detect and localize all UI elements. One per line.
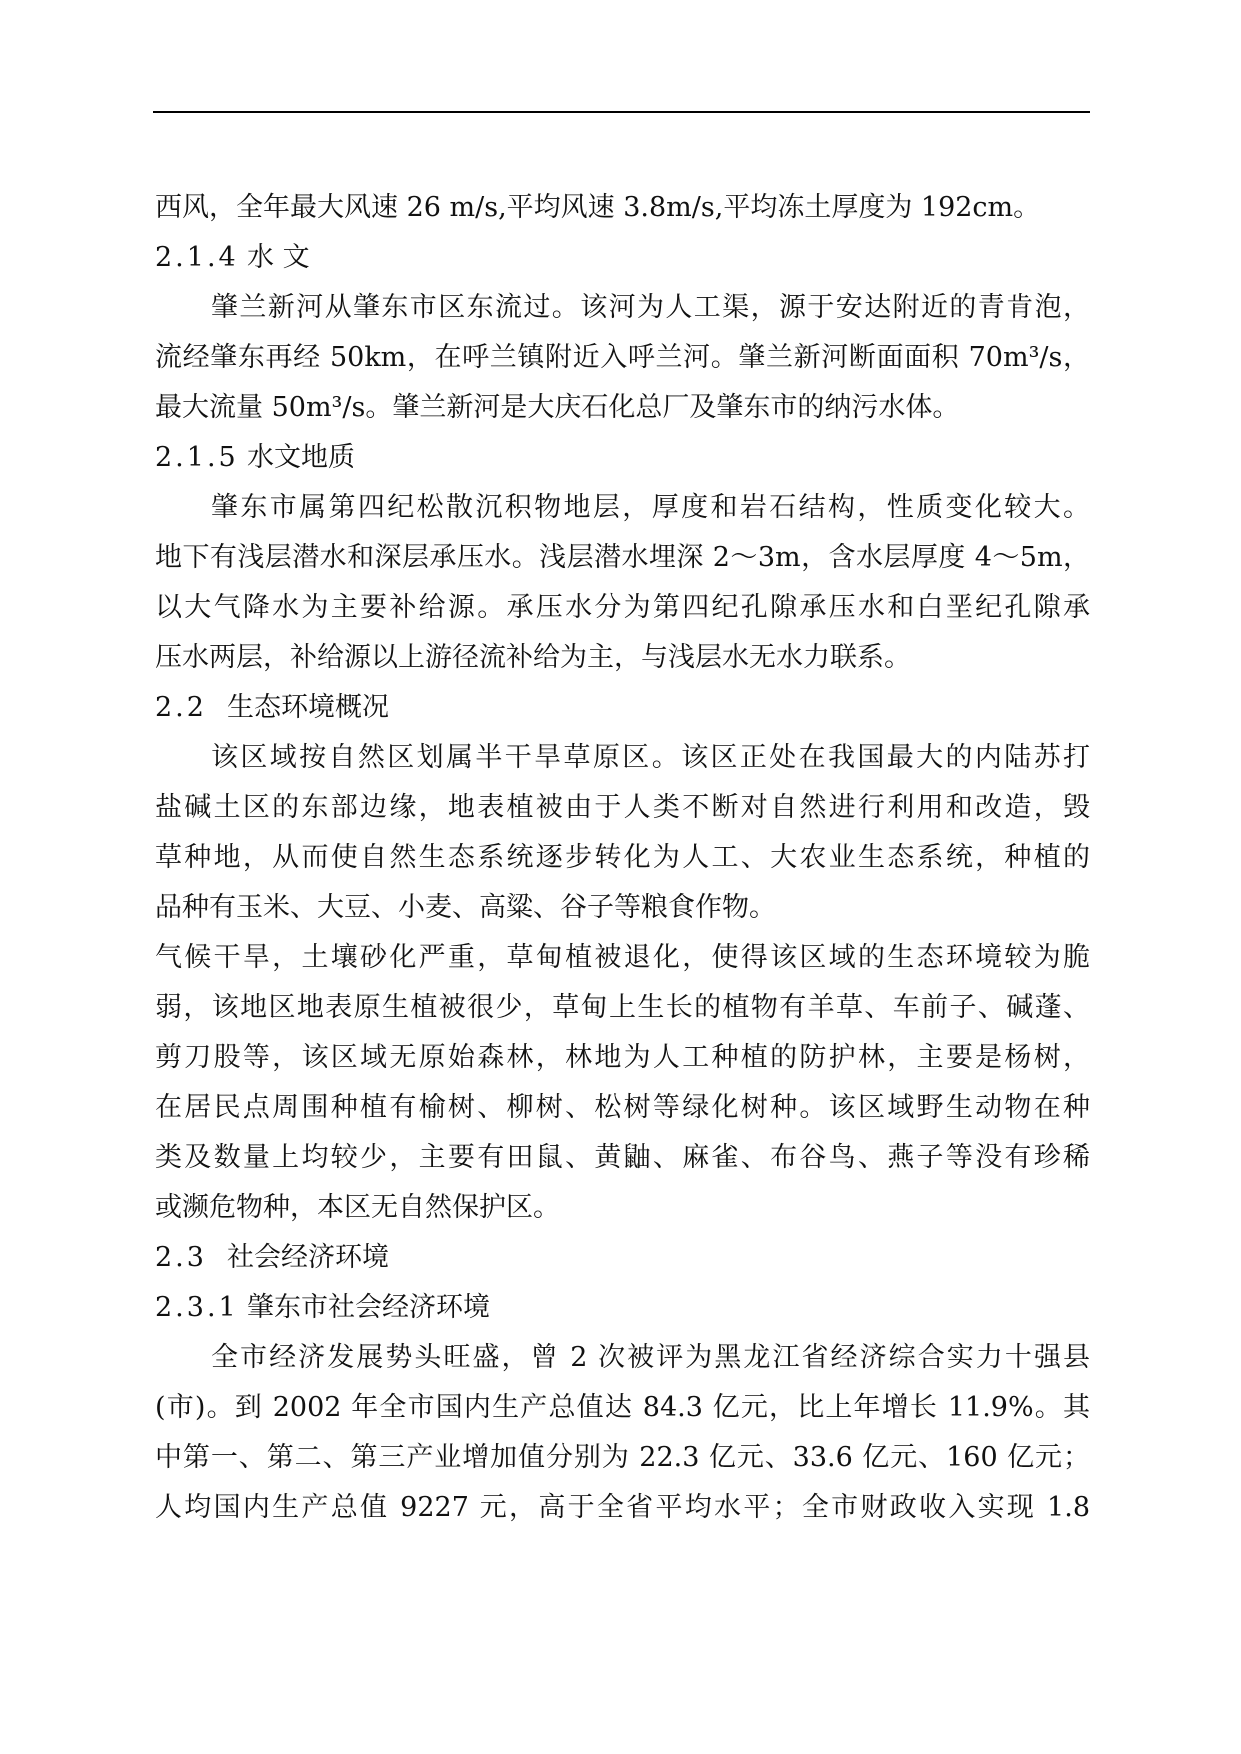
- section-heading: [155, 233, 1090, 283]
- text-line: 该区域按自然区划属半干旱草原区。该区正处在我国最大的内陆苏打: [211, 742, 1090, 773]
- section-number: 2.3.1: [155, 1292, 239, 1323]
- paragraph: [155, 933, 1090, 1233]
- text-line: 剪刀股等，该区域无原始森林，林地为人工种植的防护林，主要是杨树，: [155, 1042, 1090, 1073]
- text-line: 在居民点周围种植有榆树、柳树、松树等绿化树种。该区域野生动物在种: [155, 1092, 1090, 1123]
- text-line: 类及数量上均较少，主要有田鼠、黄鼬、麻雀、布谷鸟、燕子等没有珍稀: [155, 1142, 1090, 1173]
- paragraph: [155, 1333, 1090, 1533]
- text-line: 气候干旱，土壤砂化严重，草甸植被退化，使得该区域的生态环境较为脆: [155, 942, 1090, 973]
- section-heading: [155, 683, 1090, 733]
- text-line: 草种地，从而使自然生态系统逐步转化为人工、大农业生态系统，种植的: [155, 842, 1090, 873]
- text-line: 流经肇东再经 50km，在呼兰镇附近入呼兰河。肇兰新河断面面积 70m³/s，: [155, 342, 1090, 373]
- section-number: 2.1.5: [155, 442, 239, 473]
- section-title: 水 文: [247, 242, 310, 273]
- paragraph: [155, 283, 1090, 433]
- section-number: 2.2: [155, 692, 207, 723]
- header-rule: [153, 111, 1090, 113]
- text-line: (市)。到 2002 年全市国内生产总值达 84.3 亿元，比上年增长 11.9%。其: [155, 1392, 1090, 1423]
- section-heading: [155, 1283, 1090, 1333]
- section-title: 社会经济环境: [227, 1242, 389, 1273]
- document-body: [155, 183, 1090, 1533]
- text-line: 品种有玉米、大豆、小麦、高粱、谷子等粮食作物。: [155, 892, 776, 923]
- paragraph: [155, 183, 1090, 233]
- text-line: 压水两层，补给源以上游径流补给为主，与浅层水无水力联系。: [155, 642, 911, 673]
- section-number: 2.1.4: [155, 242, 239, 273]
- paragraph: [155, 483, 1090, 683]
- text-line: 肇兰新河从肇东市区东流过。该河为人工渠，源于安达附近的青肯泡，: [211, 292, 1090, 323]
- section-heading: [155, 433, 1090, 483]
- text-line: 中第一、第二、第三产业增加值分别为 22.3 亿元、33.6 亿元、160 亿元；: [155, 1442, 1090, 1473]
- text-line: 盐碱土区的东部边缘，地表植被由于人类不断对自然进行利用和改造，毁: [155, 792, 1090, 823]
- section-title: 生态环境概况: [227, 692, 389, 723]
- text-line: 或濒危物种，本区无自然保护区。: [155, 1192, 560, 1223]
- text-line: 弱，该地区地表原生植被很少，草甸上生长的植物有羊草、车前子、碱蓬、: [155, 992, 1090, 1023]
- text-line: 以大气降水为主要补给源。承压水分为第四纪孔隙承压水和白垩纪孔隙承: [155, 592, 1090, 623]
- text-line: 全市经济发展势头旺盛，曾 2 次被评为黑龙江省经济综合实力十强县: [211, 1342, 1090, 1373]
- text-line: 西风，全年最大风速 26 m/s,平均风速 3.8m/s,平均冻土厚度为 192cm。: [155, 192, 1041, 223]
- text-line: 肇东市属第四纪松散沉积物地层，厚度和岩石结构，性质变化较大。: [211, 492, 1090, 523]
- section-heading: [155, 1233, 1090, 1283]
- text-line: 地下有浅层潜水和深层承压水。浅层潜水埋深 2～3m，含水层厚度 4～5m，: [155, 542, 1090, 573]
- paragraph: [155, 733, 1090, 933]
- section-title: 肇东市社会经济环境: [247, 1292, 490, 1323]
- text-line: 人均国内生产总值 9227 元，高于全省平均水平；全市财政收入实现 1.8: [155, 1492, 1090, 1523]
- section-title: 水文地质: [247, 442, 355, 473]
- text-line: 最大流量 50m³/s。肇兰新河是大庆石化总厂及肇东市的纳污水体。: [155, 392, 960, 423]
- section-number: 2.3: [155, 1242, 207, 1273]
